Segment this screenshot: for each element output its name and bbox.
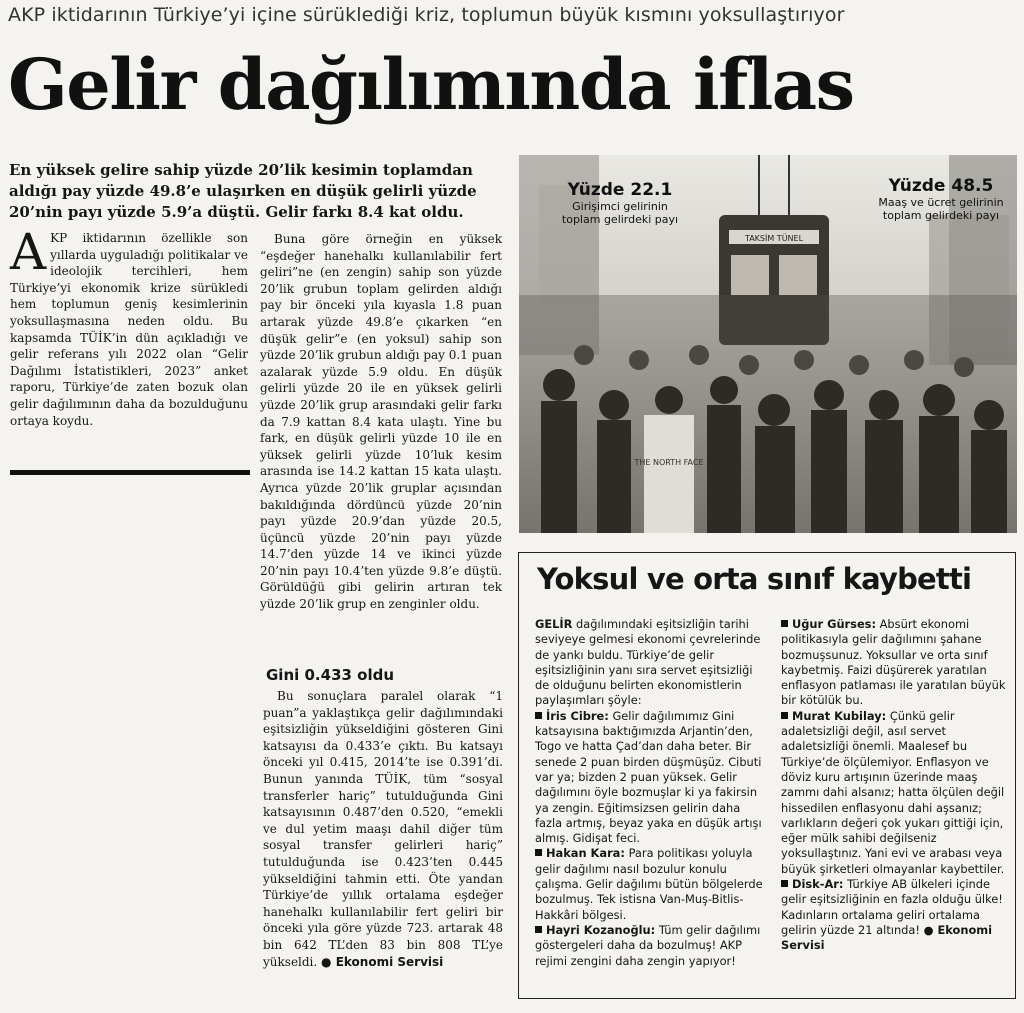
quote-text: Absürt ekonomi politikasıyla gelir dağılımını şahane bozmuşsunuz. Yoksullar ve orta sınıf kaybetmiş. Faizi düşürerek yaratılan enflasyon patlaması ile yaratılan büyük bir kötülük bu. (781, 617, 1006, 708)
quote-text: Çünkü gelir adaletsizliği değil, asıl servet adaletsizliği önemli. Maalesef bu Türkiye’de ölçülemiyor. Enflasyon ve döviz kuru artışının üzerinde maaş zammı dahi alsanız; hatta ölçülen değil hissedilen enflasyonu dahi aşsanız; varlıkların değeri çok yukarı gittiği için, eğer mülk sahibi değilseniz yoksullaştınız. Yani evi ve arabası veya büyük şirketleri olmayanlar kaybettiler. (781, 708, 1005, 876)
caption-wages (876, 176, 1006, 222)
column-divider-rule (10, 470, 250, 475)
quote-name: İris Cibre: (546, 708, 609, 723)
quote-name: Uğur Gürses: (792, 617, 877, 631)
column-1-text: KP iktidarının özellikle son yıllarda uyguladığı politikalar ve ideolojik tercihleri, hem Türkiye’yi ekonomik krize sürükledi hem toplumun geniş kesimlerinin yoksullaşmasına neden oldu. Bu kapsamda TÜİK’in dün açıkladığı ve gelir referans yılı 2022 olan “Gelir Dağılımı İstatistikleri, 2023” anket raporu, Türkiye’de zaten bozuk olan gelir dağılımının daha da bozulduğunu ortaya koydu. (10, 231, 248, 428)
quote-name: Murat Kubilay: (792, 708, 887, 723)
bullet-square-icon (535, 849, 542, 856)
quote-item (535, 923, 763, 969)
box-title: Yoksul ve orta sınıf kaybetti (537, 562, 972, 596)
dropcap: A (10, 223, 47, 281)
quote-item (535, 709, 763, 847)
quote-item (781, 877, 1007, 953)
quote-name: Hayri Kozanoğlu: (546, 922, 656, 937)
bullet-square-icon (781, 880, 788, 887)
box-byline: ● Ekonomi Servisi (781, 922, 993, 953)
bullet-square-icon (535, 712, 542, 719)
article-column-2-continued (263, 688, 503, 970)
quote-text: Türkiye AB ülkeleri içinde gelir eşitsizliğinin en fazla olduğu ülke! Kadınların ortalama geliri ortalama gelirin yüzde 21 altında! (781, 877, 1003, 937)
column-2-text: Buna göre örneğin en yüksek “eşdeğer hanehalkı kullanılabilir fert geliri”ne (en zengin) sahip son yüzde 20’lik grubun toplam gelirden aldığı pay bir önceki yıla kıyasla 1.8 puan artarak yüzde 49.8’e çıkarken “en düşük gelir”e (en yoksul) sahip son yüzde 20’lik grubun aldığı pay 0.1 puan azalarak yüzde 5.9 oldu. En düşük gelirli yüzde 20 ile en yüksek gelirli yüzde 20’lik grup arasındaki gelir farkı da 7.9 kattan 8.4 kata ulaştı. Yine bu fark, en düşük gelirli yüzde 10 ile en yüksek gelirli yüzde 10’luk kesim arasında ise 14.2 kattan 15 kata ulaştı. Ayrıca yüzde 20’lik gruplar açısından bakıldığında dördüncü yüzde 20’nin payı yüzde 20.9’dan yüzde 20.5, üçüncü yüzde 20’nin payı yüzde 14.7’den yüzde 14 ve ikinci yüzde 20’nin payı 10.4’ten yüzde 9.8’e düştü. Görüldüğü gibi gelirin artıran tek yüzde 20’lik grup en zenginler oldu. (260, 232, 502, 612)
caption-1-label: Girişimci gelirinin toplam gelirdeki payı (561, 200, 679, 226)
caption-2-value: Yüzde 48.5 (888, 176, 994, 196)
kicker: AKP iktidarının Türkiye’yi içine sürüklediği kriz, toplumun büyük kısmını yoksullaştırıyor (8, 4, 845, 26)
box-column-1 (535, 617, 763, 969)
article-column-2 (260, 231, 502, 613)
byline: ● Ekonomi Servisi (321, 954, 444, 969)
bullet-square-icon (781, 620, 788, 627)
quote-item (781, 617, 1007, 709)
headline: Gelir dağılımında iflas (8, 43, 854, 126)
gini-subhead: Gini 0.433 oldu (266, 666, 395, 684)
quote-text: Gelir dağılımımız Gini katsayısına baktığımızda Arjantin’den, Togo ve hatta Çad’dan daha beter. Bir senede 2 puan birden düşmüşüz. Cibuti var ya; bizden 2 puan yüksek. Gelir dağılımını öyle bozmuşlar ki ya fakirsin ya zengin. Eğitimsizsen gelirin daha fazla artmış, beyaz yaka en düşük artışı almış. Gidişat feci. (535, 708, 762, 846)
caption-1-value: Yüzde 22.1 (567, 180, 673, 200)
bullet-square-icon (781, 712, 788, 719)
quote-text: Para politikası yoluyla gelir dağılımı nasıl bozulur konulu çalışma. Gelir dağılımı bütün bölgelerde bozulmuş. Tek istisna Van-Muş-Bitlis-Hakkâri bölgesi. (535, 846, 763, 922)
quote-name: Disk-Ar: (792, 877, 844, 892)
quote-item (781, 709, 1007, 877)
box-intro-lead: GELİR (535, 617, 573, 631)
article-column-1 (10, 223, 248, 429)
quote-item (535, 846, 763, 922)
caption-entrepreneur (555, 180, 685, 226)
box-column-2 (781, 617, 1007, 954)
tram-sign: TAKSİM TÜNEL (744, 234, 804, 243)
caption-2-label: Maaş ve ücret gelirinin toplam gelirdeki payı (878, 196, 1004, 222)
quote-text: Tüm gelir dağılımı göstergeleri daha da bozulmuş! AKP rejimi zengini daha zengin yapıyor! (535, 922, 761, 968)
shirt-text: THE NORTH FACE (634, 458, 704, 467)
box-intro: dağılımındaki eşitsizliğin tarihi seviyeye gelmesi ekonomi çevrelerinde de yankı buldu. Türkiye’de gelir eşitsizliğinin yanı sıra servet eşitsizliği de olduğunu belirten ekonomistlerin paylaşımları şöyle: (535, 617, 761, 708)
column-2b-text: Bu sonuçlara paralel olarak “1 puan”a yaklaştıkça gelir dağılımındaki eşitsizliğin yükseldiğini gösteren Gini katsayısı da 0.433’e çıktı. Bu katsayı önceki yıl 0.415, 2014’te ise 0.391’di. Bunun yanında TÜİK, tüm “sosyal transferler hariç” tutulduğunda Gini katsayısının 0.487’den 0.520, “emekli ve dul yetim maaşı dahil diğer tüm sosyal transfer gelirleri hariç” tutulduğunda ise 0.423’ten 0.445 yükseldiğini tahmin etti. Öte yandan Türkiye’de yıllık ortalama eşdeğer hanehalkı kullanılabilir fert geliri bir önceki yıla göre yüzde 723. artarak 48 bin 642 TL’den 83 bin 808 TL’ye yükseldi. (263, 689, 503, 969)
bullet-square-icon (535, 926, 542, 933)
lead-paragraph: En yüksek gelire sahip yüzde 20’lik kesimin toplamdan aldığı pay yüzde 49.8’e ulaşırken en düşük gelirli yüzde 20’nin payı yüzde 5.9’a düştü. Gelir farkı 8.4 kat oldu. (9, 161, 477, 221)
quote-name: Hakan Kara: (546, 846, 625, 861)
